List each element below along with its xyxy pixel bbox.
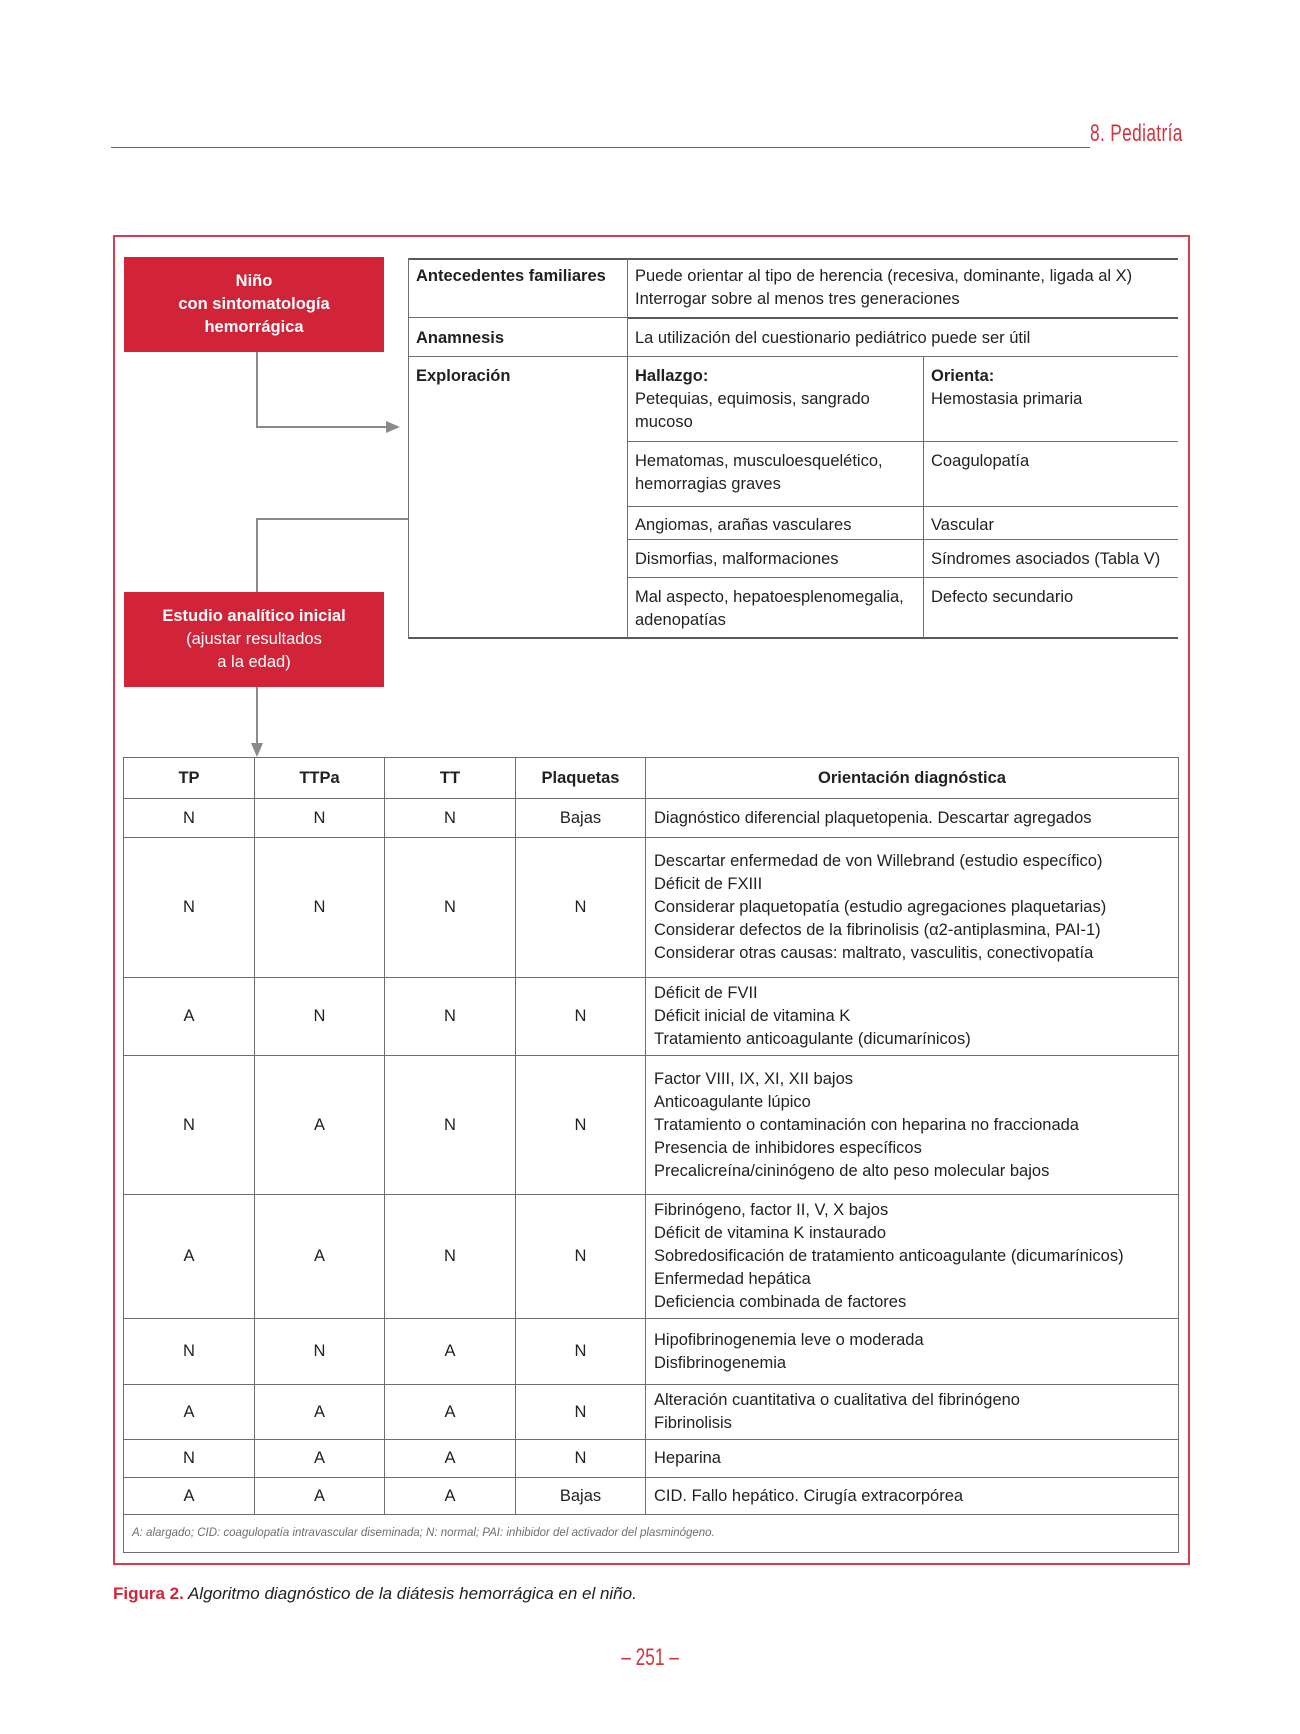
row-label-family-history: Antecedentes familiares [416,267,606,285]
table-row [124,799,1179,838]
cell-tt: N [385,799,516,838]
header-orientacion: Orientación diagnóstica [646,758,1179,799]
text-line: Petequias, equimosis, sangrado [635,390,870,408]
cell-ttpa: A [255,1478,385,1515]
orient-cell: Defecto secundario [931,588,1074,606]
cell-orientacion [646,1195,1179,1319]
text-line: Diagnóstico diferencial plaquetopenia. Descartar agregados [654,808,1092,827]
cell-orientacion [646,838,1179,978]
cell-ttpa: A [255,1195,385,1319]
flow-box-title: Estudio analítico inicial [162,607,346,625]
flow-box-line: con sintomatología [178,295,330,313]
text-line: Déficit de FXIII [654,875,763,893]
table-row [124,1385,1179,1440]
text-line: Considerar defectos de la fibrinolisis (α2-antiplasmina, PAI-1) [654,921,1101,939]
cell-orientacion [646,1478,1179,1515]
cell-tt: A [385,1385,516,1440]
cell-ttpa: N [255,978,385,1056]
table-row [124,1440,1179,1478]
cell-ttpa: A [255,1056,385,1195]
finding-cell: Angiomas, arañas vasculares [635,516,852,534]
text-line: Hipofibrinogenemia leve o moderada [654,1330,924,1349]
table-rule [627,441,1178,442]
cell-ttpa: A [255,1385,385,1440]
text-line: CID. Fallo hepático. Cirugía extracorpórea [654,1486,964,1505]
text-line: Hemostasia primaria [931,390,1083,408]
cell-tp: N [124,1319,255,1385]
history-exploration-table [408,258,1178,638]
text-line: Disfibrinogenemia [654,1353,787,1372]
text-line: Tratamiento o contaminación con heparina no fraccionada [654,1115,1079,1134]
table-rule [627,506,1178,507]
connector-line [256,352,258,428]
section-title: 8. Pediatría [1090,120,1183,147]
text-line: Déficit de FVII [654,984,758,1002]
table-rule [408,258,409,638]
page-number-container [0,1644,1300,1672]
cell-orientacion [646,1440,1179,1478]
text-line: Factor VIII, IX, XI, XII bajos [654,1069,853,1088]
text-line: Precalicreína/cininógeno de alto peso molecular bajos [654,1161,1050,1180]
table-footnote-row [124,1515,1179,1553]
cell-ttpa: A [255,1440,385,1478]
text-line: Considerar plaquetopatía (estudio agregaciones plaquetarias) [654,898,1107,916]
finding-cell [627,581,923,637]
cell-tt: N [385,1056,516,1195]
text-line: Puede orientar al tipo de herencia (recesiva, dominante, ligada al X) [635,267,1133,285]
header-tp: TP [124,758,255,799]
arrow-down-icon [251,743,263,757]
cell-tt: N [385,978,516,1056]
connector-line [256,687,258,745]
text-line: Fibrinógeno, factor II, V, X bajos [654,1201,889,1219]
cell-plaquetas: N [516,1056,646,1195]
cell-ttpa: N [255,1319,385,1385]
cell-tt: A [385,1440,516,1478]
cell-orientacion [646,799,1179,838]
text-line: Sobredosificación de tratamiento anticoagulante (dicumarínicos) [654,1247,1124,1265]
table-row [124,1319,1179,1385]
cell-orientacion [646,1056,1179,1195]
text-line: Anticoagulante lúpico [654,1092,811,1111]
orient-cell: Vascular [931,516,994,534]
text-line: Mal aspecto, hepatoesplenomegalia, [635,588,904,606]
orient-cell: Síndromes asociados (Tabla V) [931,550,1161,568]
flow-box-child-symptoms [124,257,384,352]
finding-cell: Dismorfias, malformaciones [635,550,839,568]
connector-line [256,518,258,592]
header-ttpa: TTPa [255,758,385,799]
table-row [124,978,1179,1056]
cell-tp: A [124,1195,255,1319]
text-line: Presencia de inhibidores específicos [654,1138,922,1157]
cell-tp: A [124,978,255,1056]
row-label-anamnesis: Anamnesis [416,329,505,347]
text-line: mucoso [635,413,693,431]
cell-tp: A [124,1478,255,1515]
table-row [124,838,1179,978]
page-number: – 251 – [621,1644,679,1671]
table-header-row [124,758,1179,799]
cell-tt: A [385,1319,516,1385]
text-line: Heparina [654,1449,721,1467]
flow-box-line: hemorrágica [204,318,304,336]
text-line: Enfermedad hepática [654,1270,811,1288]
text-line: hemorragias graves [635,475,781,493]
flow-box-initial-study [124,592,384,687]
cell-tt: N [385,838,516,978]
table-rule [408,637,1178,639]
header-tt: TT [385,758,516,799]
connector-line [256,426,386,428]
orient-cell [923,360,1178,416]
text-line: adenopatías [635,611,726,629]
flow-box-line: Niño [235,272,273,290]
cell-plaquetas: N [516,1385,646,1440]
cell-tp: N [124,1056,255,1195]
orient-header: Orienta: [931,367,995,385]
cell-orientacion [646,1385,1179,1440]
text-line: Hematomas, musculoesquelético, [635,452,883,470]
cell-plaquetas: N [516,1319,646,1385]
cell-tt: A [385,1478,516,1515]
cell-plaquetas: N [516,978,646,1056]
cell-tp: A [124,1385,255,1440]
cell-plaquetas: Bajas [516,1478,646,1515]
finding-header: Hallazgo: [635,367,709,385]
connector-line [256,518,408,520]
table-row [124,1195,1179,1319]
text-line: Deficiencia combinada de factores [654,1293,907,1311]
figure-caption [113,1584,637,1604]
text-line: Tratamiento anticoagulante (dicumarínicos) [654,1030,971,1048]
text-line: Fibrinolisis [654,1414,732,1432]
cell-tt: N [385,1195,516,1319]
text-line: Interrogar sobre al menos tres generaciones [635,290,960,308]
cell-plaquetas: N [516,838,646,978]
table-rule [627,577,1178,578]
cell-plaquetas: Bajas [516,799,646,838]
finding-cell [627,445,923,501]
figure-caption-text: Algoritmo diagnóstico de la diátesis hemorrágica en el niño. [183,1584,637,1603]
table-footnote: A: alargado; CID: coagulopatía intravascular diseminada; N: normal; PAI: inhibidor del activador del plasminógeno. [124,1515,1179,1553]
cell-tp: N [124,838,255,978]
text-line: Alteración cuantitativa o cualitativa del fibrinógeno [654,1391,1020,1409]
table-row [124,1478,1179,1515]
anamnesis-text: La utilización del cuestionario pediátrico puede ser útil [635,329,1031,347]
table-rule [627,317,1178,319]
cell-tp: N [124,799,255,838]
cell-ttpa: N [255,838,385,978]
cell-tp: N [124,1440,255,1478]
cell-ttpa: N [255,799,385,838]
arrow-right-icon [386,421,400,433]
row-label-exploration: Exploración [416,367,511,385]
orient-cell: Coagulopatía [931,452,1030,470]
cell-plaquetas: N [516,1195,646,1319]
text-line: Considerar otras causas: maltrato, vasculitis, conectivopatía [654,944,1094,962]
flow-box-line: (ajustar resultados [186,630,322,648]
text-line: Déficit de vitamina K instaurado [654,1224,887,1242]
family-history-text [627,260,1178,316]
flow-box-line: a la edad) [217,653,291,671]
cell-plaquetas: N [516,1440,646,1478]
cell-orientacion [646,978,1179,1056]
text-line: Déficit inicial de vitamina K [654,1007,851,1025]
header-plaquetas: Plaquetas [516,758,646,799]
table-rule [408,317,627,318]
table-rule [408,356,1178,357]
lab-results-table [123,757,1179,1553]
finding-cell [627,360,923,439]
cell-orientacion [646,1319,1179,1385]
table-row [124,1056,1179,1195]
header-rule [111,147,1090,148]
text-line: Descartar enfermedad de von Willebrand (estudio específico) [654,852,1103,870]
figure-label: Figura 2. [113,1584,184,1603]
